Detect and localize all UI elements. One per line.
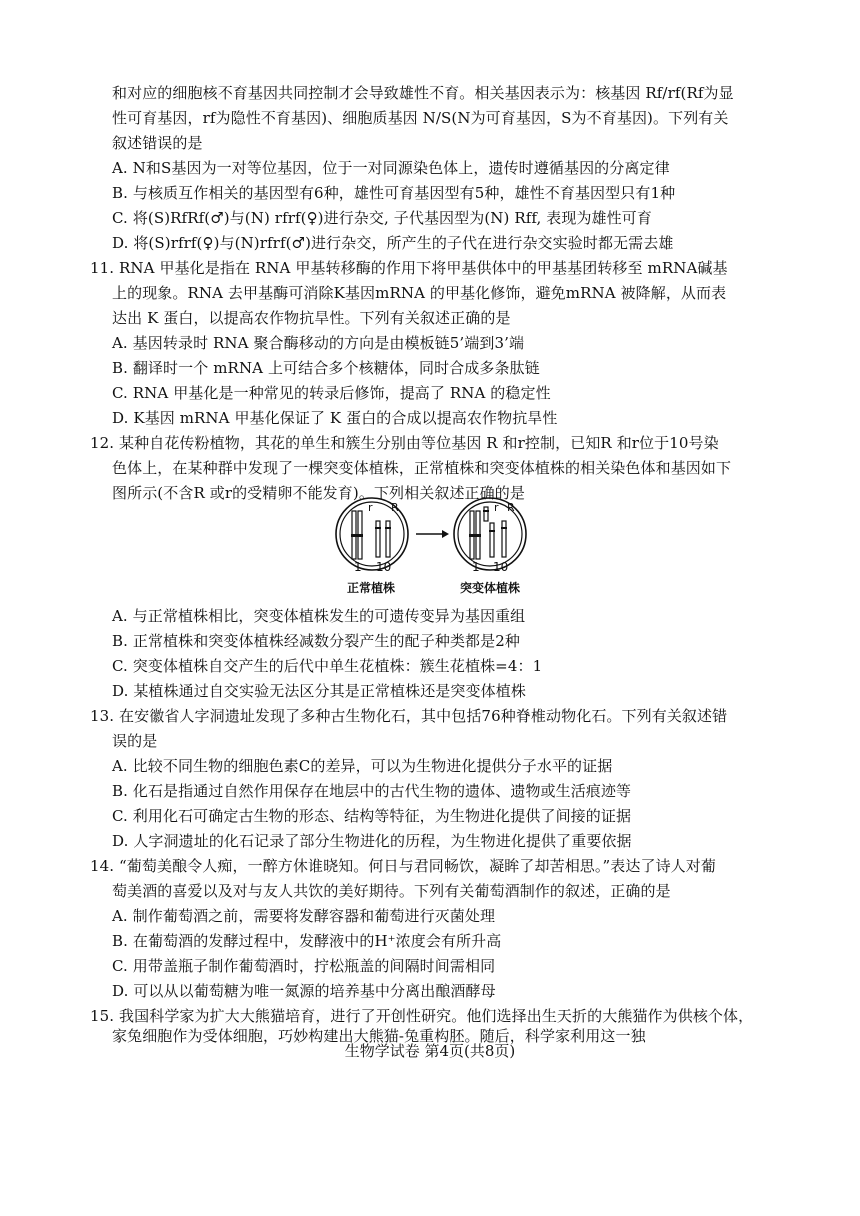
- option-line: D. 可以从以葡萄糖为唯一氮源的培养基中分离出酿酒酵母: [112, 982, 496, 1000]
- chromosome-figure: [330, 497, 536, 599]
- chr-label-1-mutant: 1: [472, 560, 480, 574]
- option-line: A. 比较不同生物的细胞色素C的差异，可以为生物进化提供分子水平的证据: [112, 757, 613, 775]
- option-line: D. 某植株通过自交实验无法区分其是正常植株还是突变体植株: [112, 682, 526, 700]
- option-line: A. N和S基因为一对等位基因，位于一对同源染色体上，遗传时遵循基因的分离定律: [112, 159, 670, 177]
- chr-label-1-normal: 1: [354, 560, 362, 574]
- option-line: D. 人字洞遗址的化石记录了部分生物进化的历程，为生物进化提供了重要依据: [112, 832, 632, 850]
- text-line: 家兔细胞作为受体细胞，巧妙构建出大熊猫-兔重构胚。随后，科学家利用这一独: [112, 1027, 646, 1045]
- option-line: B. 化石是指通过自然作用保存在地层中的古代生物的遗体、遗物或生活痕迹等: [112, 782, 632, 800]
- text-line: 图所示(不含R 或r的受精卵不能发育)。下列相关叙述正确的是: [112, 484, 525, 502]
- text-line: 和对应的细胞核不育基因共同控制才会导致雄性不育。相关基因表示为：核基因 Rf/rf(Rf为显: [112, 84, 734, 102]
- text-line: 萄美酒的喜爱以及对与友人共饮的美好期待。下列有关葡萄酒制作的叙述，正确的是: [112, 882, 671, 900]
- question-line: 11. RNA 甲基化是指在 RNA 甲基转移酶的作用下将甲基供体中的甲基基团转移至 mRNA碱基: [90, 259, 728, 277]
- option-line: D. 将(S)rfrf(♀)与(N)rfrf(♂)进行杂交，所产生的子代在进行杂交实验时都无需去雄: [112, 234, 674, 252]
- chr-label-10-mutant: 10: [493, 560, 509, 574]
- option-line: C. 将(S)RfRf(♂)与(N) rfrf(♀)进行杂交, 子代基因型为(N) Rff, 表现为雄性可育: [112, 209, 652, 227]
- option-line: C. 突变体植株自交产生的后代中单生花植株：簇生花植株=4：1: [112, 657, 543, 675]
- gene-label-r-normal: r: [368, 501, 373, 514]
- option-line: A. 制作葡萄酒之前，需要将发酵容器和葡萄进行灭菌处理: [112, 907, 496, 925]
- option-line: C. 利用化石可确定古生物的形态、结构等特征，为生物进化提供了间接的证据: [112, 807, 632, 825]
- question-line: 14. “葡萄美酿令人痴，一醉方休谁晓知。何日与君同畅饮，凝眸了却苦相思。”表达了诗人对葡: [90, 857, 716, 875]
- option-line: D. K基因 mRNA 甲基化保证了 K 蛋白的合成以提高农作物抗旱性: [112, 409, 558, 427]
- option-line: A. 与正常植株相比，突变体植株发生的可遗传变异为基因重组: [112, 607, 526, 625]
- mutant-plant-label: 突变体植株: [460, 581, 521, 595]
- text-line: 性可育基因，rf为隐性不育基因)、细胞质基因 N/S(N为可育基因，S为不育基因)。下列有关: [112, 109, 729, 127]
- normal-plant-label: 正常植株: [347, 581, 396, 595]
- gene-label-r-mutant: r: [494, 501, 499, 514]
- option-line: B. 正常植株和突变体植株经减数分裂产生的配子种类都是2种: [112, 632, 521, 650]
- option-line: A. 基因转录时 RNA 聚合酶移动的方向是由模板链5’端到3’端: [112, 334, 525, 352]
- page-footer: 生物学试卷 第4页(共8页): [344, 1042, 516, 1060]
- text-line: 叙述错误的是: [112, 134, 203, 152]
- text-line: 上的现象。RNA 去甲基酶可消除K基因mRNA 的甲基化修饰，避免mRNA 被降解，从而表: [112, 284, 727, 302]
- gene-label-R-mutant: R: [507, 501, 515, 514]
- option-line: B. 在葡萄酒的发酵过程中，发酵液中的H⁺浓度会有所升高: [112, 932, 502, 950]
- question-line: 13. 在安徽省人字洞遗址发现了多种古生物化石，其中包括76种脊椎动物化石。下列有关叙述错: [90, 707, 728, 725]
- text-line: 色体上，在某种群中发现了一棵突变体植株，正常植株和突变体植株的相关染色体和基因如下: [112, 459, 732, 477]
- gene-label-R-normal: R: [391, 501, 399, 514]
- question-line: 15. 我国科学家为扩大大熊猫培育，进行了开创性研究。他们选择出生天折的大熊猫作为供核个体，: [90, 1007, 754, 1025]
- option-line: B. 与核质互作相关的基因型有6种，雄性可育基因型有5种，雄性不育基因型只有1种: [112, 184, 676, 202]
- option-line: B. 翻译时一个 mRNA 上可结合多个核糖体，同时合成多条肽链: [112, 359, 540, 377]
- option-line: C. RNA 甲基化是一种常见的转录后修饰，提高了 RNA 的稳定性: [112, 384, 551, 402]
- question-line: 12. 某种自花传粉植物，其花的单生和簇生分别由等位基因 R 和r控制，已知R 和r位于10号染: [90, 434, 719, 452]
- text-line: 误的是: [112, 732, 158, 750]
- option-line: C. 用带盖瓶子制作葡萄酒时，拧松瓶盖的间隔时间需相同: [112, 957, 496, 975]
- text-line: 达出 K 蛋白，以提高农作物抗旱性。下列有关叙述正确的是: [112, 309, 511, 327]
- chr-label-10-normal: 10: [376, 560, 392, 574]
